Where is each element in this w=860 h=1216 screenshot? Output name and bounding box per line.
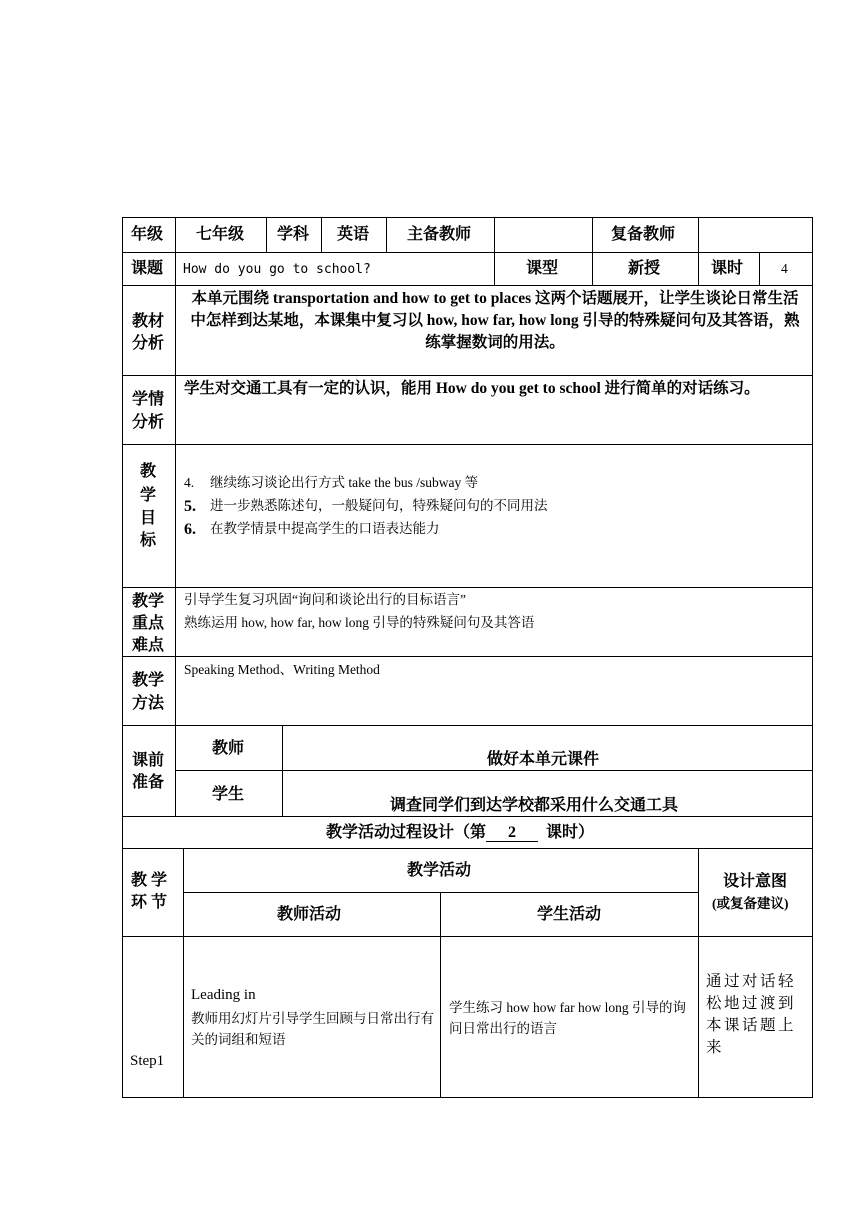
- rule: [122, 936, 813, 937]
- goal-text: 在教学情景中提高学生的口语表达能力: [210, 521, 440, 536]
- prep-student-text: 调查同学们到达学校都采用什么交通工具: [390, 797, 679, 814]
- student-activity-text: 学生练习 how how far how long 引导的询问日常出行的语言: [449, 1000, 686, 1036]
- prep-teacher-text: 做好本单元课件: [487, 751, 600, 768]
- rule: [698, 848, 699, 1097]
- goal-number: 6.: [184, 521, 196, 538]
- design-intent-text: 通过对话轻松地过渡到本课话题上来: [706, 973, 797, 1056]
- prep-student-label: 学生: [212, 786, 245, 803]
- rule: [698, 217, 699, 252]
- rule: [175, 252, 176, 285]
- rule: [122, 725, 813, 726]
- stage-label-1: 教 学: [131, 872, 168, 889]
- methods-label-2: 方法: [132, 695, 165, 712]
- rule-right: [812, 217, 813, 1098]
- topic-value: How do you go to school?: [183, 262, 371, 277]
- rule: [122, 816, 813, 817]
- goals-label-char: 标: [140, 532, 157, 549]
- student-analysis-label-1: 学情: [132, 391, 165, 408]
- lesson-type-value: 新授: [628, 260, 661, 277]
- goal-number: 4.: [184, 475, 195, 490]
- student-analysis-label-2: 分析: [132, 414, 165, 431]
- teacher-activity-label: 教师活动: [277, 906, 342, 923]
- process-title-prefix: 教学活动过程设计（第: [326, 824, 487, 841]
- rule-top: [122, 217, 813, 218]
- rule: [440, 892, 441, 1097]
- prep-teacher-label: 教师: [212, 740, 245, 757]
- review-teacher-label: 复备教师: [611, 226, 676, 243]
- rule: [122, 587, 813, 588]
- rule: [122, 848, 813, 849]
- rule: [183, 848, 184, 1097]
- key-points-label-1: 教学: [132, 593, 165, 610]
- goals-label-char: 教: [140, 463, 157, 480]
- rule: [321, 217, 322, 252]
- rule: [592, 252, 593, 285]
- rule: [494, 252, 495, 285]
- student-activity-label: 学生活动: [537, 906, 602, 923]
- methods-text: Speaking Method、Writing Method: [184, 662, 380, 677]
- rule: [183, 892, 699, 893]
- main-teacher-label: 主备教师: [407, 226, 472, 243]
- stage-label-2: 环 节: [131, 894, 168, 911]
- rule: [282, 725, 283, 816]
- rule: [122, 656, 813, 657]
- lesson-type-label: 课型: [526, 260, 559, 277]
- rule: [494, 217, 495, 252]
- period-label: 课时: [711, 260, 744, 277]
- key-points-label-2: 重点: [132, 615, 165, 632]
- key-points-line-2: 熟练运用 how, how far, how long 引导的特殊疑问句及其答语: [184, 615, 535, 630]
- rule: [759, 252, 760, 285]
- material-analysis-label-2: 分析: [132, 335, 165, 352]
- step-label: Step1: [130, 1053, 165, 1069]
- activities-label: 教学活动: [407, 862, 472, 879]
- process-title: [326, 823, 594, 843]
- rule: [122, 375, 813, 376]
- rule: [386, 217, 387, 252]
- goals-label-char: 目: [140, 510, 157, 527]
- topic-label: 课题: [131, 260, 164, 277]
- rule: [592, 217, 593, 252]
- process-period-number: 2: [486, 824, 538, 842]
- preparation-label-1: 课前: [132, 752, 165, 769]
- rule: [122, 444, 813, 445]
- grade-value: 七年级: [196, 226, 245, 243]
- student-analysis-text: 学生对交通工具有一定的认识，能用 How do you get to school 进行简单的对话练习。: [184, 380, 760, 397]
- teacher-activity-title: Leading in: [191, 987, 256, 1003]
- design-intent-sub-label: (或复备建议): [712, 896, 789, 911]
- rule: [698, 252, 699, 285]
- methods-label-1: 教学: [132, 672, 165, 689]
- subject-value: 英语: [337, 226, 370, 243]
- rule: [122, 252, 813, 253]
- rule: [175, 770, 813, 771]
- rule-left: [122, 217, 123, 1098]
- goal-number: 5.: [184, 498, 196, 515]
- process-title-suffix: 课时）: [546, 824, 595, 841]
- rule: [266, 217, 267, 252]
- key-points-label-3: 难点: [132, 637, 165, 654]
- subject-label: 学科: [277, 226, 310, 243]
- design-intent-label: 设计意图: [723, 873, 788, 890]
- material-analysis-label-1: 教材: [132, 313, 165, 330]
- key-points-line-1: 引导学生复习巩固“询问和谈论出行的目标语言”: [184, 592, 466, 607]
- material-analysis-text: 本单元围绕 transportation and how to get to places 这两个话题展开，让学生谈论日常生活中怎样到达某地，本课集中复习以 how, how far, how long 引导的特殊疑问句及其答语，熟练掌握数词的用法。: [190, 290, 800, 351]
- rule-bottom: [122, 1097, 813, 1098]
- goal-text: 进一步熟悉陈述句，一般疑问句，特殊疑问句的不同用法: [210, 498, 548, 513]
- goal-text: 继续练习谈论出行方式 take the bus /subway 等: [210, 475, 479, 490]
- teacher-activity-text: 教师用幻灯片引导学生回顾与日常出行有关的词组和短语: [191, 1011, 434, 1047]
- period-value: 4: [781, 261, 788, 276]
- grade-label: 年级: [131, 226, 164, 243]
- rule: [175, 285, 176, 816]
- rule: [175, 217, 176, 252]
- rule: [122, 285, 813, 286]
- preparation-label-2: 准备: [132, 774, 165, 791]
- goals-label-char: 学: [140, 487, 157, 504]
